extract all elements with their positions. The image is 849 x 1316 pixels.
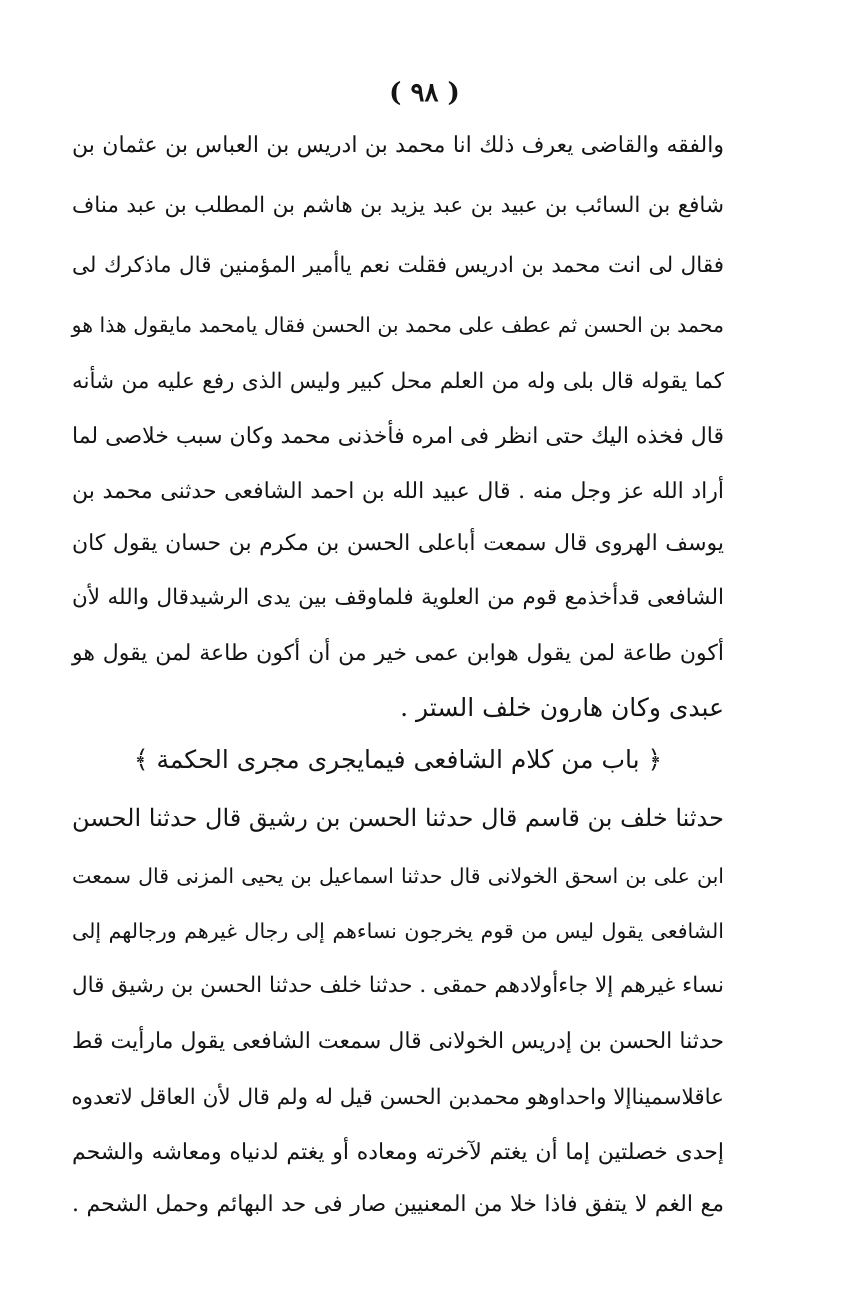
text-line: كما يقوله قال بلى وله من العلم محل كبير وليس الذى رفع عليه من شأنه <box>72 369 724 394</box>
text-line: حدثنا الحسن بن إدريس الخولانى قال سمعت الشافعى يقول مارأيت قط <box>72 1029 724 1054</box>
text-line: نساء غيرهم إلا جاءأولادهم حمقى . حدثنا خلف حدثنا الحسن بن رشيق قال <box>72 973 724 998</box>
text-line: عبدى وكان هارون خلف الستر . <box>400 693 724 722</box>
text-line: أراد الله عز وجل منه . قال عبيد الله بن احمد الشافعى حدثنى محمد بن <box>72 479 724 504</box>
text-line: ابن على بن اسحق الخولانى قال حدثنا اسماعيل بن يحيى المزنى قال سمعت <box>72 864 724 888</box>
section-heading: ﴿ باب من كلام الشافعى فيمايجرى مجرى الحكمة ﴾ <box>133 745 663 774</box>
text-line: مع الغم لا يتفق فاذا خلا من المعنيين صار فى حد البهائم وحمل الشحم . <box>72 1192 724 1217</box>
text-line: حدثنا خلف بن قاسم قال حدثنا الحسن بن رشيق قال حدثنا الحسن <box>71 804 724 832</box>
text-line: شافع بن السائب بن عبيد بن عبد يزيد بن هاشم بن المطلب بن عبد مناف <box>72 193 724 218</box>
text-line: محمد بن الحسن ثم عطف على محمد بن الحسن فقال يامحمد مايقول هذا هو <box>71 313 724 337</box>
text-line: فقال لى انت محمد بن ادريس فقلت نعم ياأمير المؤمنين قال ماذكرك لى <box>72 253 724 278</box>
text-line: والفقه والقاضى يعرف ذلك انا محمد بن ادريس بن العباس بن عثمان بن <box>72 133 724 158</box>
text-line: قال فخذه اليك حتى انظر فى امره فأخذنى محمد وكان سبب خلاصى لما <box>72 424 724 449</box>
page-number: ( ٩٨ ) <box>389 78 460 108</box>
text-line: الشافعى قدأخذمع قوم من العلوية فلماوقف بين يدى الرشيدقال والله لأن <box>72 585 724 610</box>
text-line: أكون طاعة لمن يقول هوابن عمى خير من أن أكون طاعة لمن يقول هو <box>72 641 724 666</box>
text-line: عاقلاسميناإلا واحداوهو محمدبن الحسن قيل له ولم قال لأن العاقل لاتعدوه <box>71 1085 724 1110</box>
text-line: إحدى خصلتين إما أن يغتم لآخرته ومعاده أو يغتم لدنياه ومعاشه والشحم <box>72 1140 724 1165</box>
text-line: يوسف الهروى قال سمعت أباعلى الحسن بن مكرم بن حسان يقول كان <box>72 531 724 556</box>
text-line: الشافعى يقول ليس من قوم يخرجون نساءهم إلى رجال غيرهم ورجالهم إلى <box>72 919 724 943</box>
